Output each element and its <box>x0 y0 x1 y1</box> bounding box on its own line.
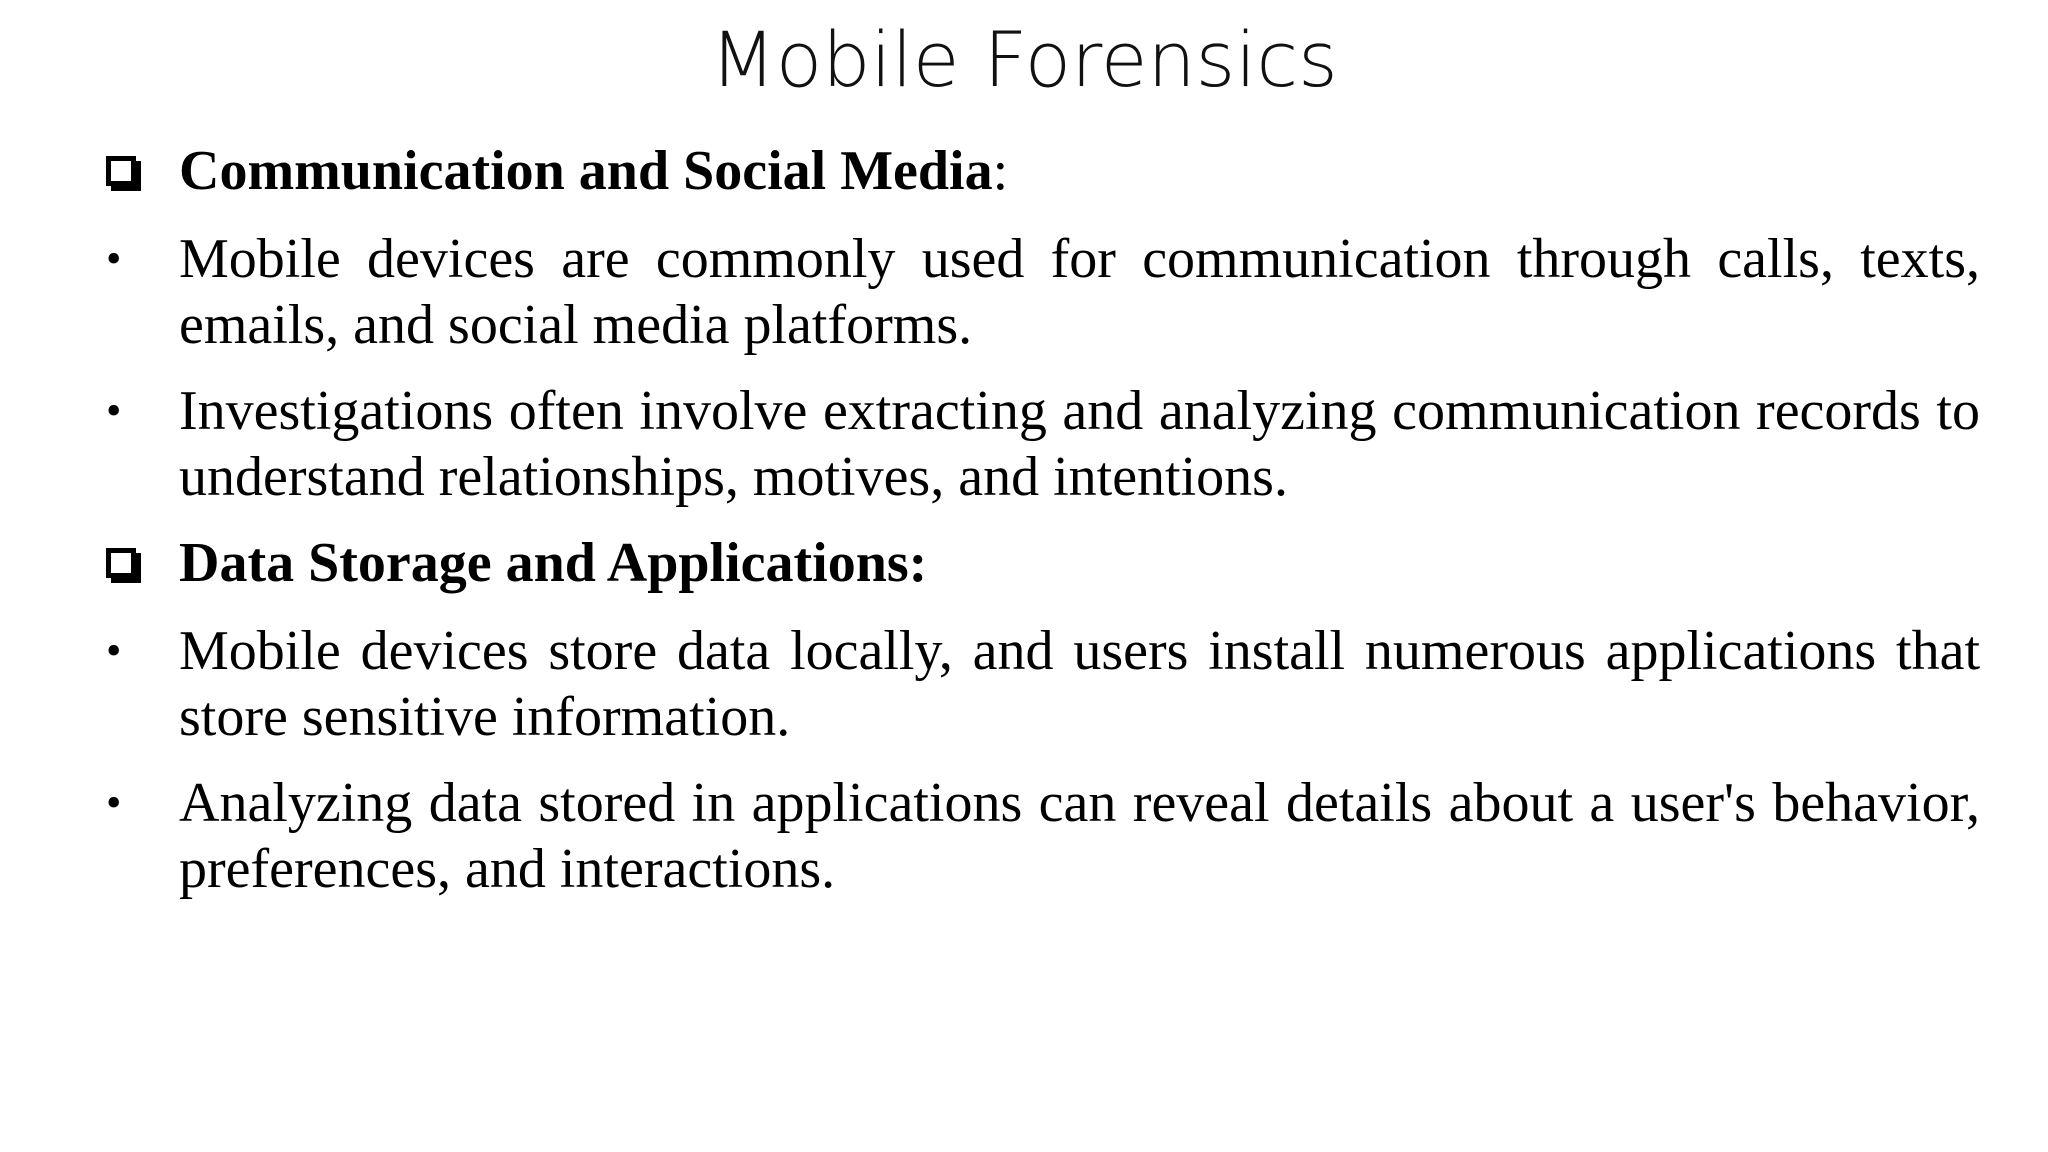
bullet-icon: • <box>106 234 122 283</box>
bullet-text: Mobile devices are commonly used for communication through calls, texts, emails, and social media platforms. <box>179 228 1980 356</box>
bullet-icon: • <box>106 778 122 827</box>
section-heading-data-storage <box>104 530 1980 596</box>
bullet-icon: • <box>106 386 122 435</box>
checkbox-icon <box>104 530 179 596</box>
slide-content <box>104 138 1980 922</box>
list-item <box>104 378 1980 510</box>
section-heading-colon: : <box>992 140 1009 202</box>
slide-title: Mobile Forensics <box>710 15 1338 104</box>
bullet-icon: • <box>106 626 122 675</box>
section-heading-text: Data Storage and Applications: <box>179 532 928 594</box>
list-item <box>104 618 1980 750</box>
checkbox-icon <box>104 138 179 204</box>
bullet-text: Analyzing data stored in applications can reveal details about a user's behavior, preferences, and interactions. <box>179 772 1980 900</box>
section-heading-communication <box>104 138 1980 204</box>
list-item <box>104 770 1980 902</box>
bullet-text: Mobile devices store data locally, and users install numerous applications that store sensitive information. <box>179 620 1980 748</box>
list-item <box>104 226 1980 358</box>
bullet-text: Investigations often involve extracting and analyzing communication records to understand relationships, motives, and intentions. <box>179 380 1980 508</box>
section-heading-text: Communication and Social Media <box>179 140 993 202</box>
